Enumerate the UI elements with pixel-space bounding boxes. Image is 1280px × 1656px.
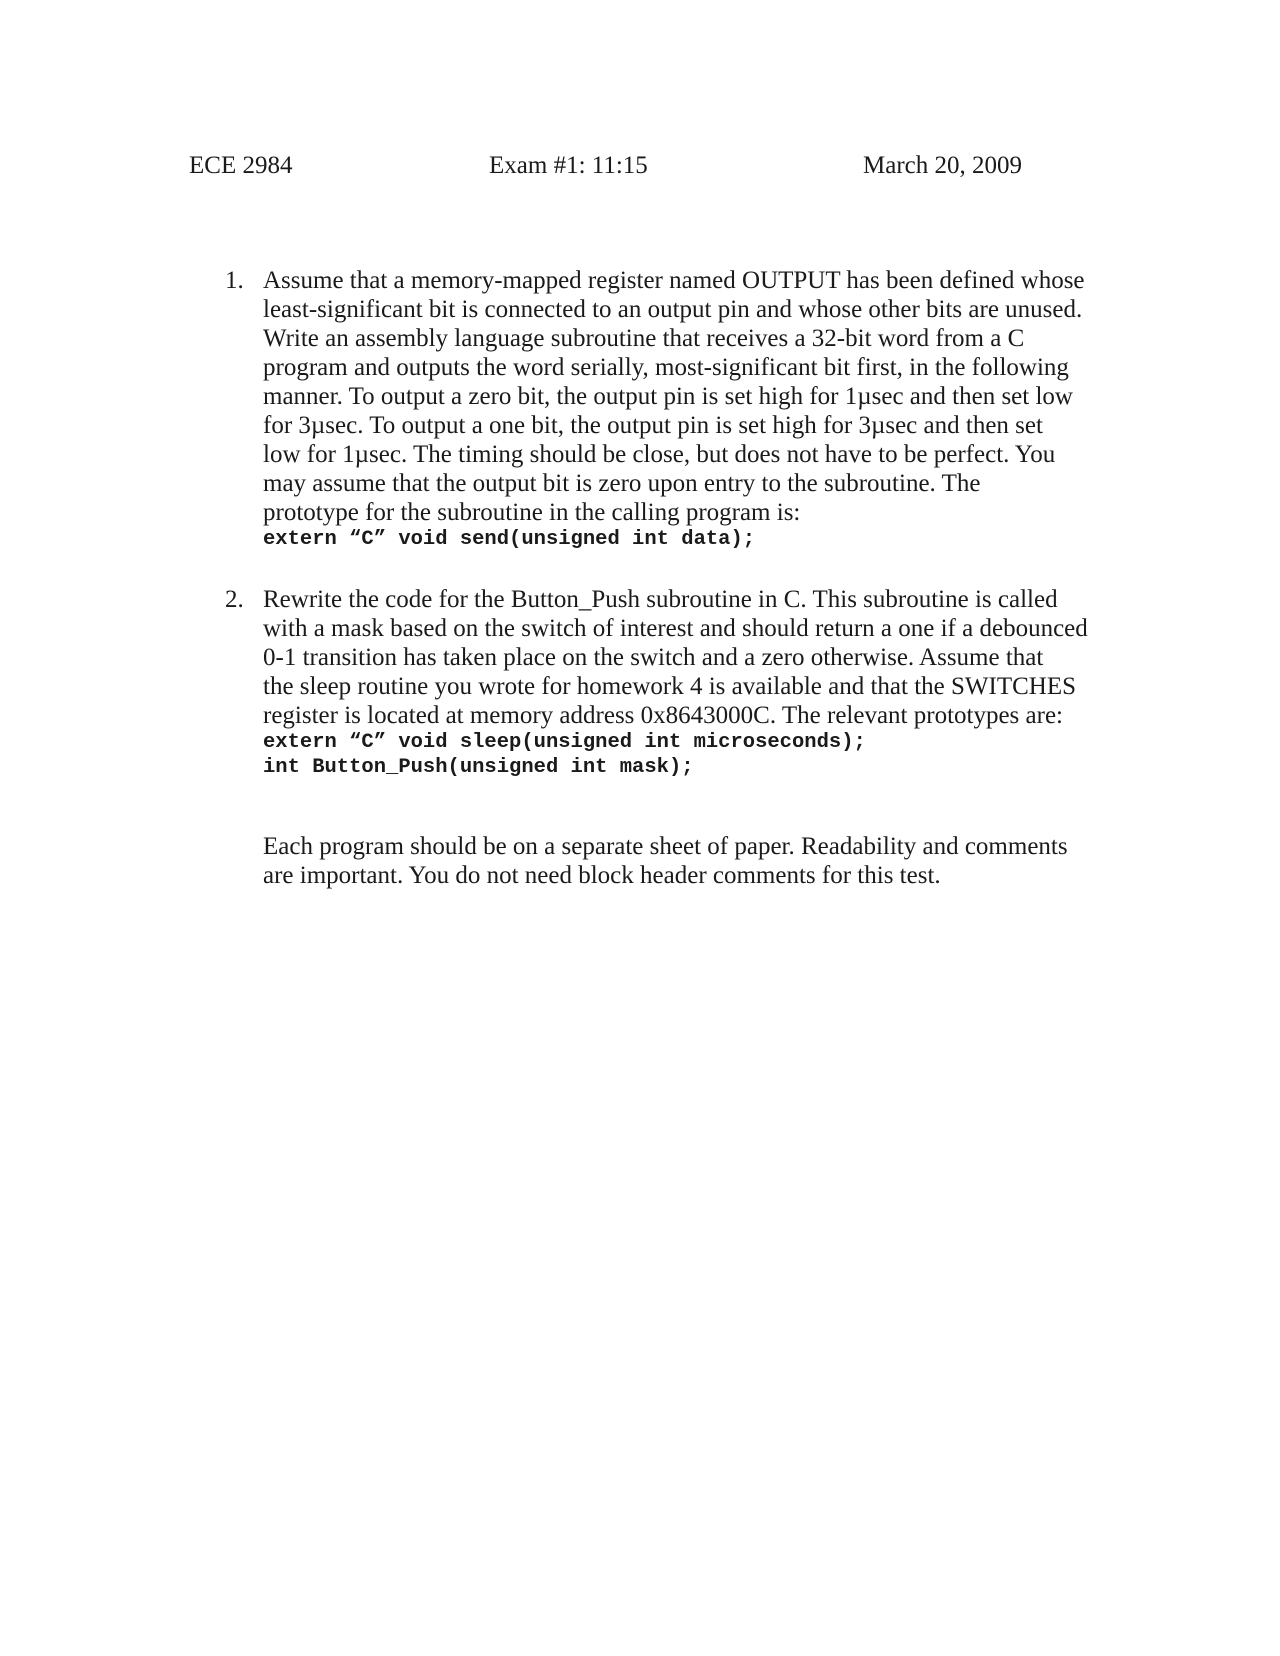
question-text-line: Rewrite the code for the Button_Push subroutine in C. This subroutine is called: [263, 586, 1058, 613]
code-prototype: extern “C” void sleep(unsigned int microseconds);: [263, 731, 866, 754]
question-text-line: low for 1µsec. The timing should be close, but does not have to be perfect. You: [263, 441, 1056, 468]
course-number: ECE 2984: [189, 152, 293, 179]
question-text-line: the sleep routine you wrote for homework 4 is available and that the SWITCHES: [263, 673, 1076, 700]
question-number: 2.: [225, 586, 244, 613]
question-text-line: least-significant bit is connected to an output pin and whose other bits are unused.: [263, 296, 1083, 323]
code-prototype: int Button_Push(unsigned int mask);: [263, 756, 694, 779]
question-text-line: prototype for the subroutine in the calling program is:: [263, 499, 801, 526]
question-2: [225, 585, 1103, 780]
note-text-line: are important. You do not need block header comments for this test.: [263, 862, 941, 889]
instructions-note: [263, 832, 1103, 890]
question-text-line: 0-1 transition has taken place on the switch and a zero otherwise. Assume that: [263, 644, 1044, 671]
question-text-line: Assume that a memory-mapped register named OUTPUT has been defined whose: [263, 267, 1085, 294]
question-text-line: with a mask based on the switch of interest and should return a one if a debounced: [263, 615, 1088, 642]
note-text-line: Each program should be on a separate sheet of paper. Readability and comments: [263, 833, 1068, 860]
exam-date: March 20, 2009: [863, 152, 1022, 179]
question-text-line: for 3µsec. To output a one bit, the output pin is set high for 3µsec and then set: [263, 412, 1043, 439]
question-text-line: program and outputs the word serially, most-significant bit first, in the following: [263, 354, 1069, 381]
exam-title: Exam #1: 11:15: [489, 152, 648, 179]
question-text-line: manner. To output a zero bit, the output pin is set high for 1µsec and then set low: [263, 383, 1073, 410]
question-1: [225, 266, 1103, 552]
question-number: 1.: [225, 267, 244, 294]
question-text-line: Write an assembly language subroutine that receives a 32-bit word from a C: [263, 325, 1025, 352]
question-text-line: may assume that the output bit is zero upon entry to the subroutine. The: [263, 470, 981, 497]
code-prototype: extern “C” void send(unsigned int data);: [263, 528, 756, 551]
question-text-line: register is located at memory address 0x8643000C. The relevant prototypes are:: [263, 702, 1063, 729]
